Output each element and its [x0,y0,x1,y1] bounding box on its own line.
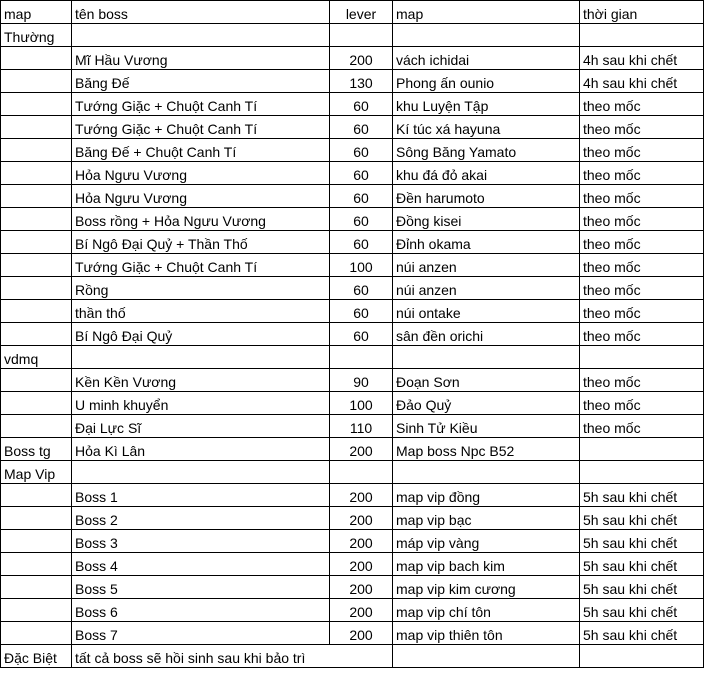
time-cell[interactable]: theo mốc [580,231,704,254]
level-cell[interactable]: 130 [330,70,393,93]
location-cell[interactable]: Phong ấn ounio [393,70,580,93]
table-row [1,369,704,392]
level-cell[interactable]: 110 [330,415,393,438]
boss-name-cell[interactable]: Rồng [72,277,330,300]
location-cell[interactable]: khu đá đỏ akai [393,162,580,185]
boss-name-cell[interactable]: Tướng Giặc + Chuột Canh Tí [72,254,330,277]
empty-cell[interactable] [1,553,72,576]
empty-cell[interactable] [1,369,72,392]
level-cell[interactable]: 60 [330,139,393,162]
boss-name-cell[interactable]: Đại Lực Sĩ [72,415,330,438]
level-cell[interactable]: 200 [330,530,393,553]
group-row-map-vip [1,461,704,484]
boss-name-cell[interactable]: Băng Đế [72,70,330,93]
level-cell[interactable]: 60 [330,93,393,116]
boss-name-cell[interactable]: Boss 2 [72,507,330,530]
table-row [1,415,704,438]
level-cell[interactable]: 60 [330,162,393,185]
location-cell[interactable]: map vip đồng [393,484,580,507]
location-cell[interactable]: map vip bach kim [393,553,580,576]
boss-name-cell[interactable]: U minh khuyển [72,392,330,415]
location-cell[interactable]: vách ichidai [393,47,580,70]
boss-name-cell[interactable]: Tướng Giặc + Chuột Canh Tí [72,116,330,139]
boss-name-cell[interactable]: Hỏa Kì Lân [72,438,330,461]
level-cell[interactable]: 200 [330,576,393,599]
table-row [1,208,704,231]
group-row-boss-tg [1,438,704,461]
group-label-boss-tg[interactable]: Boss tg [1,438,72,461]
time-cell[interactable]: theo mốc [580,369,704,392]
empty-cell[interactable] [1,70,72,93]
boss-name-cell[interactable]: Boss 4 [72,553,330,576]
table-row [1,254,704,277]
level-cell[interactable]: 100 [330,254,393,277]
level-cell[interactable]: 60 [330,185,393,208]
time-cell[interactable]: 5h sau khi chết [580,530,704,553]
boss-name-cell[interactable]: Tướng Giặc + Chuột Canh Tí [72,93,330,116]
boss-name-cell[interactable]: Bí Ngô Đại Quỷ + Thần Thố [72,231,330,254]
empty-cell[interactable] [1,599,72,622]
group-label-map-vip[interactable]: Map Vip [1,461,72,484]
empty-cell[interactable] [1,415,72,438]
table-row [1,300,704,323]
empty-cell[interactable] [72,24,330,47]
header-boss-name[interactable]: tên boss [72,1,330,24]
boss-name-cell[interactable]: Boss 5 [72,576,330,599]
empty-cell[interactable] [1,300,72,323]
location-cell[interactable]: khu Luyện Tập [393,93,580,116]
time-cell[interactable]: theo mốc [580,323,704,346]
level-cell[interactable]: 60 [330,323,393,346]
table-row [1,622,704,645]
boss-name-cell[interactable]: Boss 6 [72,599,330,622]
empty-cell[interactable] [580,346,704,369]
empty-cell[interactable] [1,484,72,507]
empty-cell[interactable] [1,93,72,116]
empty-cell[interactable] [1,116,72,139]
level-cell[interactable]: 60 [330,277,393,300]
location-cell[interactable]: map vip kim cương [393,576,580,599]
level-cell[interactable]: 200 [330,553,393,576]
table-row [1,507,704,530]
location-cell[interactable]: Sông Băng Yamato [393,139,580,162]
empty-cell[interactable] [1,576,72,599]
level-cell[interactable]: 90 [330,369,393,392]
group-label-dac-biet[interactable]: Đặc Biệt [1,645,72,668]
level-cell[interactable]: 200 [330,599,393,622]
group-row-thuong [1,24,704,47]
empty-cell[interactable] [1,185,72,208]
level-cell[interactable]: 200 [330,507,393,530]
time-cell[interactable]: 4h sau khi chết [580,47,704,70]
boss-name-cell[interactable]: Boss 1 [72,484,330,507]
header-row [1,1,704,24]
level-cell[interactable]: 60 [330,300,393,323]
time-cell[interactable] [580,438,704,461]
time-cell[interactable]: theo mốc [580,185,704,208]
location-cell[interactable]: map vip bạc [393,507,580,530]
empty-cell[interactable] [1,162,72,185]
group-row-vdmq [1,346,704,369]
table-row [1,323,704,346]
time-cell[interactable]: 5h sau khi chết [580,484,704,507]
empty-cell[interactable] [580,461,704,484]
location-cell[interactable]: Đền harumoto [393,185,580,208]
time-cell[interactable]: 5h sau khi chết [580,622,704,645]
time-cell[interactable]: theo mốc [580,116,704,139]
level-cell[interactable]: 60 [330,208,393,231]
time-cell[interactable]: 4h sau khi chết [580,70,704,93]
location-cell[interactable]: Kí túc xá hayuna [393,116,580,139]
level-cell[interactable]: 100 [330,392,393,415]
empty-cell[interactable] [1,139,72,162]
empty-cell[interactable] [1,231,72,254]
boss-name-cell[interactable]: Kền Kền Vương [72,369,330,392]
empty-cell[interactable] [393,346,580,369]
location-cell[interactable]: núi anzen [393,254,580,277]
boss-name-cell[interactable]: Hỏa Ngưu Vương [72,185,330,208]
level-cell[interactable]: 60 [330,231,393,254]
time-cell[interactable]: theo mốc [580,162,704,185]
empty-cell[interactable] [580,24,704,47]
table-row [1,599,704,622]
level-cell[interactable]: 200 [330,47,393,70]
table-row [1,70,704,93]
boss-name-cell[interactable]: thần thố [72,300,330,323]
empty-cell[interactable] [1,530,72,553]
empty-cell[interactable] [330,346,393,369]
location-cell[interactable]: sân đền orichi [393,323,580,346]
header-level[interactable]: lever [330,1,393,24]
empty-cell[interactable] [72,461,330,484]
time-cell[interactable]: 5h sau khi chết [580,576,704,599]
empty-cell[interactable] [1,208,72,231]
table-row [1,553,704,576]
table-row [1,93,704,116]
level-cell[interactable]: 200 [330,438,393,461]
header-map[interactable]: map [1,1,72,24]
empty-cell[interactable] [1,323,72,346]
time-cell[interactable]: theo mốc [580,93,704,116]
location-cell[interactable]: Sinh Tử Kiều [393,415,580,438]
group-label-vdmq[interactable]: vdmq [1,346,72,369]
time-cell[interactable]: theo mốc [580,139,704,162]
empty-cell[interactable] [1,507,72,530]
group-label-thuong[interactable]: Thường [1,24,72,47]
special-note-cell[interactable]: tất cả boss sẽ hồi sinh sau khi bảo trì [72,645,330,668]
level-cell[interactable]: 200 [330,622,393,645]
level-cell[interactable]: 200 [330,484,393,507]
boss-name-cell[interactable]: Mĩ Hầu Vương [72,47,330,70]
table-row [1,185,704,208]
table-row [1,530,704,553]
table-row [1,162,704,185]
boss-name-cell[interactable]: Boss 7 [72,622,330,645]
level-cell[interactable]: 60 [330,116,393,139]
table-row [1,576,704,599]
empty-cell[interactable] [580,645,704,668]
boss-name-cell[interactable]: Bí Ngô Đại Quỷ [72,323,330,346]
location-cell[interactable]: máp vip vàng [393,530,580,553]
empty-cell[interactable] [1,392,72,415]
group-row-dac-biet [1,645,704,668]
header-time[interactable]: thời gian [580,1,704,24]
boss-name-cell[interactable]: Hỏa Ngưu Vương [72,162,330,185]
empty-cell[interactable] [1,254,72,277]
empty-cell[interactable] [72,346,330,369]
time-cell[interactable]: theo mốc [580,392,704,415]
time-cell[interactable]: 5h sau khi chết [580,507,704,530]
table-row [1,47,704,70]
empty-cell[interactable] [1,47,72,70]
location-cell[interactable]: Đỉnh okama [393,231,580,254]
empty-cell[interactable] [330,645,393,668]
table-row [1,392,704,415]
empty-cell[interactable] [330,24,393,47]
time-cell[interactable]: theo mốc [580,254,704,277]
time-cell[interactable]: theo mốc [580,415,704,438]
location-cell[interactable]: Đoạn Sơn [393,369,580,392]
time-cell[interactable]: 5h sau khi chết [580,599,704,622]
location-cell[interactable]: map vip chí tôn [393,599,580,622]
boss-name-cell[interactable]: Băng Đế + Chuột Canh Tí [72,139,330,162]
location-cell[interactable]: map vip thiên tôn [393,622,580,645]
location-cell[interactable]: Đồng kisei [393,208,580,231]
empty-cell[interactable] [393,645,580,668]
location-cell[interactable]: núi ontake [393,300,580,323]
time-cell[interactable]: theo mốc [580,208,704,231]
table-row [1,484,704,507]
table-row [1,116,704,139]
location-cell[interactable]: Map boss Npc B52 [393,438,580,461]
empty-cell[interactable] [1,277,72,300]
empty-cell[interactable] [393,461,580,484]
location-cell[interactable]: núi anzen [393,277,580,300]
table-row [1,139,704,162]
table-row [1,231,704,254]
location-cell[interactable]: Đảo Quỷ [393,392,580,415]
time-cell[interactable]: theo mốc [580,277,704,300]
empty-cell[interactable] [1,622,72,645]
empty-cell[interactable] [330,461,393,484]
boss-name-cell[interactable]: Boss rồng + Hỏa Ngưu Vương [72,208,330,231]
header-location[interactable]: map [393,1,580,24]
time-cell[interactable]: 5h sau khi chết [580,553,704,576]
table-row [1,277,704,300]
time-cell[interactable]: theo mốc [580,300,704,323]
empty-cell[interactable] [393,24,580,47]
boss-name-cell[interactable]: Boss 3 [72,530,330,553]
